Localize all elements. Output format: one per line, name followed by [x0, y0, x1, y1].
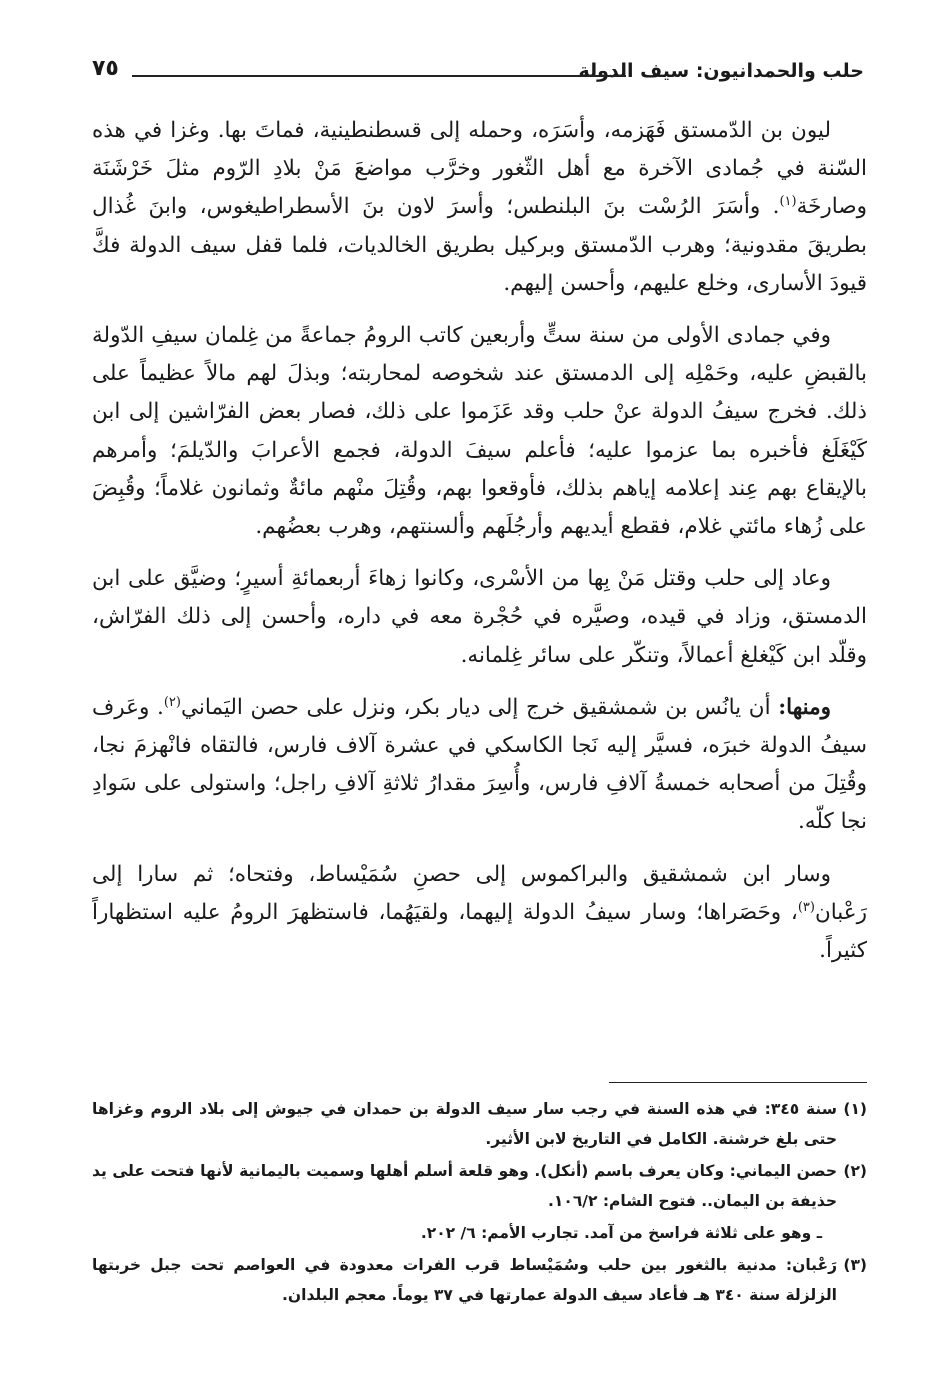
paragraph-text: وسار ابن شمشقيق والبراكموس إلى حصنِ سُمَيْساط، وفتحاه؛ ثم سارا إلى رَعْبان [92, 861, 867, 925]
paragraph [92, 560, 867, 675]
paragraph [92, 856, 867, 971]
footnote-text: رَعْبان: مدنية بالثغور بين حلب وسُمَيْساط قرب الفرات معدودة في العواصم تحت جبل خربتها الزلزلة سنة ٣٤٠ هـ فأعاد سيف الدولة عمارتها في ٣٧ يوماً. معجم البلدان. [92, 1256, 837, 1304]
paragraph [92, 689, 867, 842]
page-number: ٧٥ [92, 56, 119, 81]
footnote-marker: (١) [779, 194, 797, 210]
footnote-marker: (٣) [797, 899, 815, 915]
footnote-text: ـ وهو على ثلاثة فراسخ من آمد. تجارب الأمم: ٦/ ٢٠٢. [420, 1224, 822, 1242]
paragraph-text: . وعَرف سيفُ الدولة خبرَه، فسيَّر إليه نَجا الكاسكي في عشرة آلاف فارس، فالتقاه فانْهزمَ نجا، وقُتِلَ من أصحابه خمسةُ آلافِ فارس، وأُسِرَ مقدارُ ثلاثةِ آلافِ راجل؛ واستولى على سَوادِ نجا كلّه. [92, 694, 867, 835]
footnote-marker: (٢) [163, 694, 181, 710]
footnote-continuation [92, 1218, 867, 1248]
footnote [92, 1250, 867, 1310]
footnote-number: (٢) [843, 1162, 867, 1180]
footnote [92, 1094, 867, 1154]
paragraph-text: وعاد إلى حلب وقتل مَنْ بِها من الأسْرى، وكانوا زهاءَ أربعمائةِ أسيرٍ؛ وضيَّق على ابن الدمستق، وزاد في قيده، وصيَّره في حُجْرة معه في داره، وأحسن إلى ذلك الفرّاش، وقلّد ابن كَيْغلغ أعمالاً، وتنكّر على سائر غِلمانه. [92, 566, 867, 668]
paragraph [92, 112, 867, 303]
header-rule [132, 75, 626, 77]
paragraph [92, 317, 867, 546]
running-title: حلب والحمدانيون: سيف الدولة [578, 60, 864, 82]
paragraph-text: أن يانُس بن شمشقيق خرج إلى ديار بكر، ونزل على حصن اليَماني [180, 694, 779, 720]
main-text [92, 112, 867, 984]
paragraph-text: ليون بن الدّمستق فَهَزمه، وأسَرَه، وحمله إلى قسطنطينية، فماتَ بها. وغزا في هذه السّنة في جُمادى الآخرة مع أهل الثّغور وخرَّب مواضعَ مَنْ بلادِ الرّوم مثلَ خَرْشَنَة وصارخَة [92, 118, 867, 220]
footnotes [92, 1094, 867, 1312]
footnote-number: (١) [843, 1100, 867, 1118]
footnote-rule [609, 1082, 867, 1083]
footnote-number: (٣) [843, 1256, 867, 1274]
footnote-text: حصن اليماني: وكان يعرف باسم (أنكل). وهو قلعة أسلم أهلها وسميت باليمانية لأنها فتحت على يد حذيفة بن اليمان.. فتوح الشام: ١٠٦/٢. [92, 1162, 837, 1210]
page-header [92, 56, 864, 88]
paragraph-text: ، وحَصَراها؛ وسار سيفُ الدولة إليهما، ولقيَهُما، فاستظهرَ الرومُ عليه استظهاراً كثيراً. [92, 899, 867, 964]
paragraph-text: وفي جمادى الأولى من سنة ستٍّ وأربعين كاتب الرومُ جماعةً من غِلمان سيفِ الدّولة بالقبضِ عليه، وحَمْلِه إلى الدمستق عند شخوصه لمحاربته؛ وبذلَ لهم مالاً عظيماً على ذلك. فخرج سيفُ الدولة عنْ حلب وقد عَزَموا على ذلك، فصار بعض الفرّاشين إلى ابن كَيْغَلَغ فأخبره بما عزموا عليه؛ فأعلم سيفَ الدولة، فجمع الأعرابَ والدّيلمَ؛ وأمرهم بالإيقاع بهم عِند إعلامه إياهم بذلك، فأوقعوا بهم، وقُتِلَ منْهم مائةٌ وثمانون غلاماً؛ وقُبِضَ على زُهاء مائتي غلام، فقطع أيديهم وأرجُلَهم وألسنتهم، وهرب بعضُهم. [92, 323, 867, 540]
paragraph-text: . وأسَرَ الرُسْت بنَ البلنطس؛ وأسرَ لاون بنَ الأسطراطيغوس، وابنَ غُذال بطريقَ مقدونية؛ وهرب الدّمستق وبركيل بطريق الخالديات، فلما قفل سيف الدولة فكَّ قيودَ الأسارى، وخلع عليهم، وأحسن إليهم. [92, 194, 867, 296]
paragraph-lead: ومنها: [778, 694, 832, 720]
footnote [92, 1156, 867, 1216]
footnote-text: سنة ٣٤٥: في هذه السنة في رجب سار سيف الدولة بن حمدان في جيوش إلى بلاد الروم وغزاها حتى بلغ خرشنة. الكامل في التاريخ لابن الأثير. [92, 1100, 837, 1148]
